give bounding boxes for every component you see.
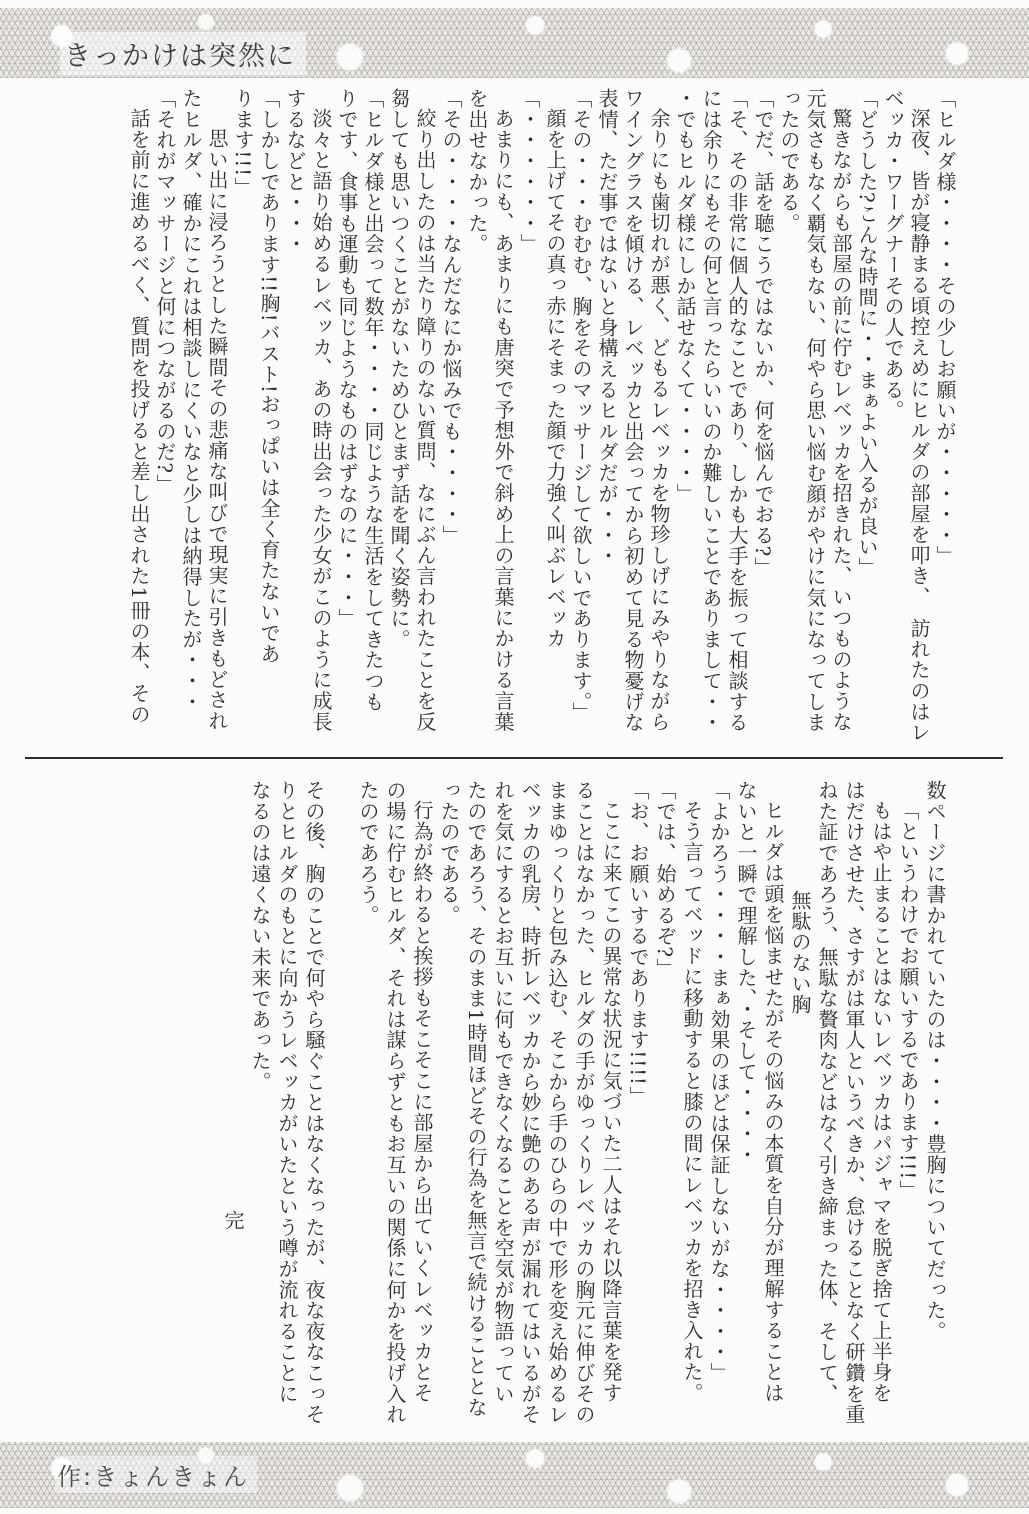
- text-line: 無駄のない胸: [788, 890, 812, 1015]
- text-line: 表情、ただ事ではないと身構えるヒルダだが・・・: [595, 88, 619, 567]
- text-line: 絞り出したのは当たり障りのない質問、なにぶん言われたことを反: [413, 108, 437, 732]
- text-line: たのであろう、そのまま1時間ほどその行為を無言で続けることとな: [464, 780, 488, 1418]
- text-line: たヒルダ、確かにこれは相談しにくいなと少しは納得したが・・・: [179, 88, 203, 712]
- text-line: 「・・・・・・」: [517, 88, 541, 255]
- text-line: 完: [221, 1210, 245, 1231]
- text-line: ったのである。: [777, 88, 801, 234]
- text-line: 「ヒルダ様・・・・その少しお願いが・・・・・」: [933, 88, 957, 567]
- text-line: 「というわけでお願いするであります!!!」: [896, 800, 920, 1201]
- text-line: ないと一瞬で理解した、・そして・・・・: [734, 780, 758, 1166]
- text-line: 「そ、その非常に個人的なことであり、しかも大手を振って相談する: [725, 88, 749, 733]
- author-credit: 作:きょんきょん: [55, 1456, 257, 1493]
- text-line: 驚きながらも部屋の前に佇むレベッカを招きれた、いつものような: [829, 108, 853, 732]
- text-line: なるのは遠くない未来であった。: [248, 780, 272, 1092]
- text-line: 「ヒルダ様と出会って数年・・・・同じような生活をしてきたつも: [361, 88, 385, 712]
- text-line: 数ページに書かれていたのは・・・・豊胸についてだった。: [923, 780, 947, 1342]
- text-line: 芻しても思いつくことがないためひとまず話を聞く姿勢に。: [387, 88, 411, 650]
- text-line: ねた証であろう、無駄な贅肉などはなく引き締まった体、そして、: [815, 780, 839, 1404]
- text-line: その後、胸のことで何やら騒ぐことはなくなったが、夜な夜なこっそ: [302, 780, 326, 1425]
- story-section-upper: [126, 88, 958, 757]
- text-line: 行為が終わると挨拶もそこそこに部屋から出ていくレベッカとそ: [410, 800, 434, 1404]
- text-line: ヒルダは頭を悩ませたがその悩みの本質を自分が理解することは: [761, 800, 785, 1404]
- text-line: 「その・・・むむむ、胸をそのマッサージして欲しいであります。」: [569, 88, 593, 723]
- text-line: ここに来てこの異常な状況に気づいた二人はそれ以降言葉を発す: [599, 800, 623, 1404]
- text-line: はだけさせた、さすがは軍人というべきか、怠けることなく研鑽を重: [842, 780, 866, 1425]
- text-line: 「それがマッサージと何につながるのだ?」: [153, 88, 177, 495]
- text-line: 「お、お願いするであります!!!!」: [626, 780, 650, 1107]
- text-line: あまりにも、あまりにも唐突で予想外で斜め上の言葉にかける言葉: [491, 108, 515, 732]
- text-line: ままゆっくりと包み込む、そこから手のひらの中で形を変え始めるレ: [545, 780, 569, 1425]
- text-line: 「しかしであります!!胸!バスト!おっぱいは全く育たないであ: [257, 88, 281, 665]
- text-line: 顔を上げてその真っ赤にそまった顔で力強く叫ぶレベッカ: [543, 108, 567, 649]
- text-line: するなどと・・・: [283, 88, 307, 255]
- text-line: 「では、始めるぞ?」: [653, 780, 677, 979]
- text-line: ったのである。: [437, 780, 461, 926]
- text-line: 思い出に浸ろうとした瞬間その悲痛な叫びで現実に引きもどされ: [205, 128, 229, 732]
- text-line: れを気にするとお互いに何もできなくなることを空気が物語ってい: [491, 780, 515, 1404]
- text-line: ることはなかった、ヒルダの手がゆっくりレベッカの胸元に伸びその: [572, 780, 596, 1425]
- text-line: りです、食事も運動も同じようなものはずなのに・・・」: [335, 88, 359, 629]
- text-line: ベッカ・ワーグナーその人である。: [881, 88, 905, 421]
- text-line: ワイングラスを傾ける、レベッカと出会ってから初めて見る物憂げな: [621, 88, 645, 733]
- text-line: たのであろう。: [356, 780, 380, 926]
- text-line: りとヒルダのもとに向かうレベッカがいたという噂が流れることに: [275, 780, 299, 1404]
- text-line: 余りにも歯切れが悪く、どもるレベッカを物珍しげにみやりながら: [647, 108, 671, 732]
- page-title: きっかけは突然に: [60, 32, 306, 75]
- text-line: 淡々と語り始めるレベッカ、あの時出会った少女がこのように成長: [309, 108, 333, 732]
- text-line: 深夜、皆が寝静まる頃控えめにヒルダの部屋を叩き、 訪れたのはレ: [907, 108, 931, 743]
- text-line: ・でもヒルダ様にしか話せなくて・・・・」: [673, 88, 697, 504]
- text-line: 「よかろう・・・・まぁ効果のほどは保証しないがな・・・・」: [707, 780, 731, 1384]
- text-line: の場に佇むヒルダ、それは謀らずともお互いの関係に何かを投げ入れ: [383, 780, 407, 1425]
- text-line: 「どうした?こんな時間に・・まぁよい入るが良い」: [855, 88, 879, 578]
- story-section-lower: [219, 780, 948, 1442]
- text-line: 話を前に進めるべく、質問を投げると差し出された1冊の本、その: [127, 108, 151, 725]
- text-line: ります!!!」: [231, 88, 255, 198]
- text-line: 「その・・・・なんだなにか悩みでも・・・・」: [439, 88, 463, 546]
- text-line: もはや止まることはないレベッカはパジャマを脱ぎ捨て上半身を: [869, 800, 893, 1404]
- section-divider-rule: [25, 757, 1003, 759]
- text-line: ベッカの乳房、時折レベッカから妙に艶のある声が漏れてはいるがそ: [518, 780, 542, 1425]
- text-line: 「でだ、話を聴こうではないか、何を悩んでおる?」: [751, 88, 775, 578]
- text-line: そう言ってベッドに移動すると膝の間にレベッカを招き入れた。: [680, 800, 704, 1404]
- text-line: 元気さもなく覇気もない、何やら思い悩む顔がやけに気になってしま: [803, 88, 827, 733]
- text-line: には余りにもその何と言ったらいいのか難しいことでありまして・・: [699, 88, 723, 733]
- text-line: を出せなかった。: [465, 88, 489, 255]
- blank-line: [327, 780, 354, 1442]
